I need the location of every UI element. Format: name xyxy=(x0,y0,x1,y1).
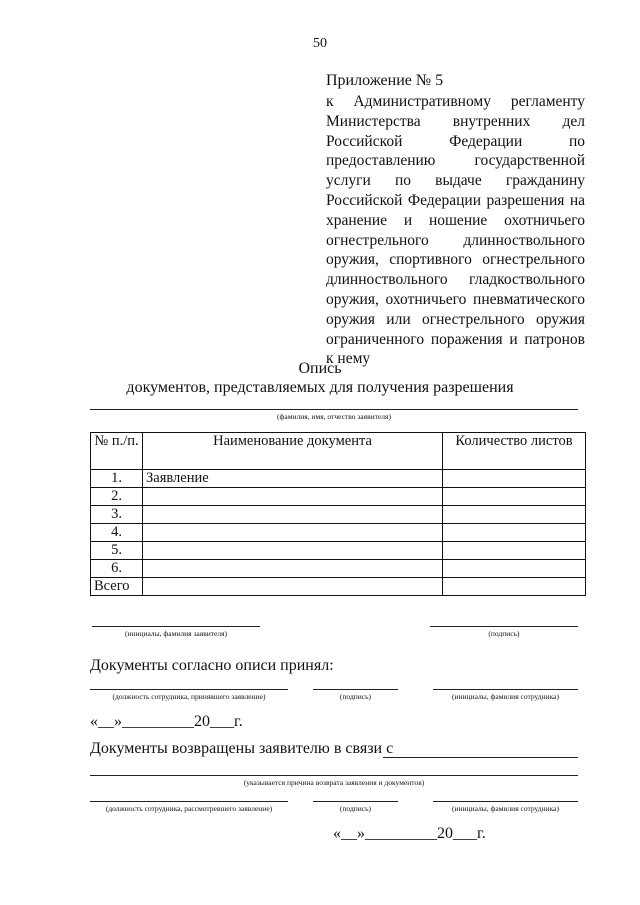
total-label: Всего xyxy=(91,578,143,596)
table-row xyxy=(91,542,586,560)
accepting-officer-initials-caption: (инициалы, фамилия сотрудника) xyxy=(452,692,559,701)
column-header-number: № п./п. xyxy=(91,433,143,470)
return-reason-line xyxy=(90,775,578,776)
accepting-officer-position-caption: (должность сотрудника, принявшего заявление) xyxy=(112,692,266,701)
row-document-name xyxy=(143,560,443,578)
returned-statement: Документы возвращены заявителю в связи с xyxy=(90,740,394,757)
page-number: 50 xyxy=(313,36,327,51)
applicant-name-line xyxy=(90,409,578,410)
row-number: 3. xyxy=(91,506,143,524)
applicant-name-caption: (фамилия, имя, отчество заявителя) xyxy=(277,412,391,421)
row-number: 1. xyxy=(91,470,143,488)
row-sheet-count xyxy=(443,560,586,578)
applicant-signature-caption: (подпись) xyxy=(488,629,520,638)
row-document-name xyxy=(143,506,443,524)
row-number: 6. xyxy=(91,560,143,578)
row-document-name xyxy=(143,524,443,542)
row-number: 2. xyxy=(91,488,143,506)
total-sheet-count xyxy=(443,578,586,596)
table-row xyxy=(91,560,586,578)
row-number: 4. xyxy=(91,524,143,542)
accepting-officer-signature-line xyxy=(313,689,398,690)
accepting-officer-signature-caption: (подпись) xyxy=(339,692,372,701)
accepting-officer-initials-line xyxy=(433,689,578,690)
appendix-reference: к Административному регламенту Министерства внутренних дел Российской Федерации по предоставлению государственной услуги по выдаче гражданину Российской Федерации разрешения на хранение и ношение охотничьего огнестрельного длинноствольного оружия, спортивного огнестрельного длинноствольного гладкоствольного оружия, охотничьего пневматического оружия или огнестрельного оружия ограниченного поражения и патронов к нему xyxy=(326,93,585,368)
reviewing-officer-position-line xyxy=(90,801,288,802)
row-document-name: Заявление xyxy=(143,470,443,488)
table-row xyxy=(91,506,586,524)
accepting-officer-position-line xyxy=(90,689,288,690)
table-row xyxy=(91,524,586,542)
table-total-row xyxy=(91,578,586,596)
return-reason-inline-line xyxy=(383,757,578,758)
documents-table xyxy=(90,432,586,596)
applicant-initials-caption: (инициалы, фамилия заявителя) xyxy=(124,629,228,638)
column-header-document-name: Наименование документа xyxy=(143,433,443,470)
table-header-row xyxy=(91,433,586,470)
table-row xyxy=(91,470,586,488)
reviewing-officer-signature-line xyxy=(313,801,398,802)
row-sheet-count xyxy=(443,488,586,506)
accepted-statement: Документы согласно описи принял: xyxy=(90,657,334,674)
row-document-name xyxy=(143,542,443,560)
return-reason-caption: (указывается причина возврата заявления и документов) xyxy=(243,778,425,787)
inventory-subtitle: документов, представляемых для получения разрешения xyxy=(126,379,514,396)
reviewing-officer-position-caption: (должность сотрудника, рассмотревшего заявление) xyxy=(105,804,273,813)
row-sheet-count xyxy=(443,524,586,542)
row-document-name xyxy=(143,488,443,506)
inventory-title: Опись xyxy=(298,360,342,377)
reviewing-officer-initials-caption: (инициалы, фамилия сотрудника) xyxy=(452,804,559,813)
appendix-title: Приложение № 5 xyxy=(326,72,444,89)
table-row xyxy=(91,488,586,506)
row-number: 5. xyxy=(91,542,143,560)
applicant-signature-line xyxy=(430,626,578,627)
applicant-initials-line xyxy=(92,626,260,627)
accepted-date: «__»_________20___г. xyxy=(90,713,243,730)
row-sheet-count xyxy=(443,506,586,524)
total-document-name xyxy=(143,578,443,596)
reviewing-officer-signature-caption: (подпись) xyxy=(339,804,372,813)
reviewing-officer-initials-line xyxy=(433,801,578,802)
row-sheet-count xyxy=(443,542,586,560)
returned-date: «__»_________20___г. xyxy=(333,825,486,842)
row-sheet-count xyxy=(443,470,586,488)
column-header-sheet-count: Количество листов xyxy=(443,433,586,470)
